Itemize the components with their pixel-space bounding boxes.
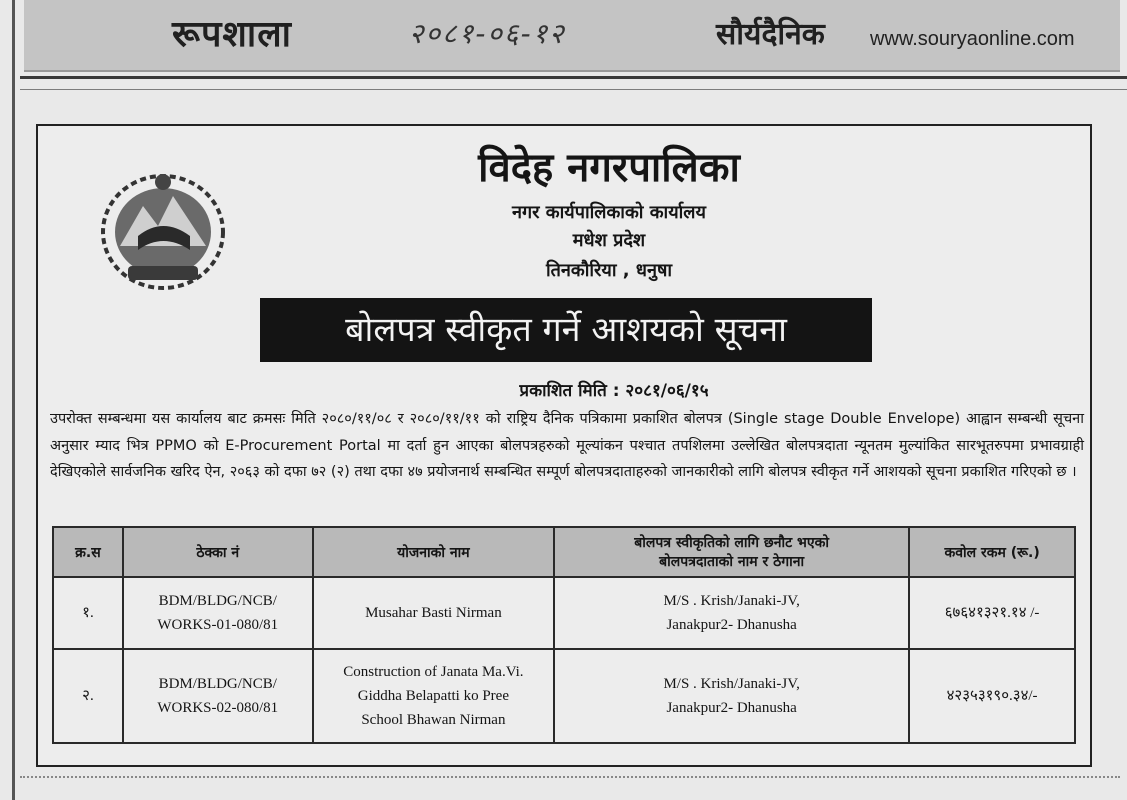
section-name: रूपशाला bbox=[172, 14, 292, 55]
header-rule bbox=[20, 76, 1127, 79]
newspaper-url: www.souryaonline.com bbox=[870, 28, 1075, 50]
notice-heading: बोलपत्र स्वीकृत गर्ने आशयको सूचना bbox=[260, 298, 872, 362]
province-name: मधेश प्रदेश bbox=[572, 230, 646, 251]
project-line1: Construction of Janata Ma.Vi. bbox=[343, 664, 524, 680]
cell-contract bbox=[123, 577, 313, 649]
tender-table bbox=[52, 526, 1076, 744]
contract-line1: BDM/BLDG/NCB/ bbox=[158, 676, 277, 692]
header-bidder bbox=[554, 527, 909, 577]
cell-amount: ६७६४१३२१.१४ /- bbox=[909, 577, 1075, 649]
tender-notice bbox=[36, 124, 1092, 767]
header-sn: क्र.स bbox=[53, 527, 123, 577]
cell-project bbox=[313, 577, 554, 649]
newspaper-name: सौर्यदैनिक bbox=[716, 17, 825, 52]
table-row bbox=[53, 649, 1075, 743]
contract-line1: BDM/BLDG/NCB/ bbox=[158, 593, 277, 609]
footer-dotted-rule bbox=[20, 776, 1120, 778]
location-name: तिनकौरिया , धनुषा bbox=[545, 260, 673, 281]
office-name: नगर कार्यपालिकाको कार्यालय bbox=[512, 202, 706, 223]
header-contract: ठेक्का नं bbox=[123, 527, 313, 577]
cell-sn: २. bbox=[53, 649, 123, 743]
cell-sn: १. bbox=[53, 577, 123, 649]
bidder-line1: M/S . Krish/Janaki-JV, bbox=[663, 676, 800, 692]
project-line1: Musahar Basti Nirman bbox=[365, 605, 502, 621]
project-line3: School Bhawan Nirman bbox=[361, 712, 506, 728]
bidder-line2: Janakpur2- Dhanusha bbox=[666, 617, 797, 633]
table-header-row bbox=[53, 527, 1075, 577]
header-amount: कवोल रकम (रू.) bbox=[909, 527, 1075, 577]
cell-bidder bbox=[554, 649, 909, 743]
cell-amount: ४२३५३१९०.३४/- bbox=[909, 649, 1075, 743]
cell-bidder bbox=[554, 577, 909, 649]
cell-contract bbox=[123, 649, 313, 743]
header-bidder-line2: बोलपत्रदाताको नाम र ठेगाना bbox=[659, 554, 805, 570]
header-rule-thin bbox=[20, 89, 1127, 90]
page-left-edge bbox=[12, 0, 15, 800]
header-project: योजनाको नाम bbox=[313, 527, 554, 577]
municipality-title: विदेह नगरपालिका bbox=[478, 145, 740, 191]
header-bidder-line1: बोलपत्र स्वीकृतिको लागि छनौट भएको bbox=[634, 535, 830, 551]
bidder-line1: M/S . Krish/Janaki-JV, bbox=[663, 593, 800, 609]
contract-line2: WORKS-02-080/81 bbox=[157, 700, 279, 716]
notice-body: उपरोक्त सम्बन्धमा यस कार्यालय बाट क्रमसः मिति २०८०/११/०८ र २०८०/११/११ को राष्ट्रिय दैनिक पत्रिकामा प्रकाशित बोलपत्र (Single stage Double Envelope) आह्वान सम्बन्धी सूचना अनुसार म्याद भित्र PPMO को E-Procurement Portal मा दर्ता हुन आएका बोलपत्रहरुको मूल्यांकन पश्चात तपशिलमा उल्लेखित बोलपत्रदाता न्यूनतम मुल्यांकित सारभूतरुपमा प्रभावग्राही देखिएकोले सार्वजनिक खरिद ऐन, २०६३ को दफा ७२ (२) तथा दफा ४७ प्रयोजनार्थ सम्बन्धित सम्पूर्ण बोलपत्रदाताहरुको जानकारीको लागि बोलपत्र स्वीकृत गर्ने आशयको सूचना प्रकाशित गरिएको छ । bbox=[50, 411, 1084, 480]
handwritten-date: २०८१-०६-१२ bbox=[409, 17, 566, 50]
table-row bbox=[53, 577, 1075, 649]
project-line2: Giddha Belapatti ko Pree bbox=[357, 688, 509, 704]
bidder-line2: Janakpur2- Dhanusha bbox=[666, 700, 797, 716]
publish-date: प्रकाशित मिति : २०८१/०६/१५ bbox=[519, 381, 709, 401]
newspaper-masthead bbox=[24, 0, 1120, 72]
contract-line2: WORKS-01-080/81 bbox=[157, 617, 279, 633]
cell-project bbox=[313, 649, 554, 743]
